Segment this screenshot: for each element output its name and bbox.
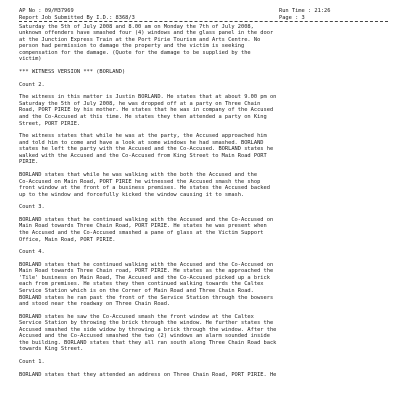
paragraph-line: Street, PORT PIRIE. xyxy=(19,120,81,127)
paragraph-line: victim) xyxy=(19,56,42,63)
paragraph-line: The witness in this matter is Justin BORLAND. He states that at about 9.00 pm on xyxy=(19,94,277,101)
paragraph-line: BORLAND states he ran past the front of the Service Station through the bowsers xyxy=(19,294,274,301)
paragraph-line: the building. BORLAND states that they all ran south along Three Chain Road back xyxy=(19,339,277,346)
statement-paragraph xyxy=(19,133,388,166)
paragraph-line: Main Road towards Three Chain Road, PORT PIRIE. He states he was present when xyxy=(19,223,267,230)
paragraph-line: Service Station which is on the Corner of Main Road and Three Chain Road. xyxy=(19,288,254,295)
ap-number: AP No : 09/M37969 xyxy=(19,8,74,14)
report-job-submitter: Report Job Submitted By I.D.: 8368/3 xyxy=(19,14,135,21)
statement-paragraph xyxy=(19,372,388,379)
paragraph-line: and stood near the roadway on Three Chain Road. xyxy=(19,301,171,308)
paragraph-line: BORLAND states he saw the Co-Accused smash the front window at the Caltex xyxy=(19,313,254,320)
count-heading: Count 3. xyxy=(19,204,45,211)
paragraph-line: Saturday the 5th of July 2008, he was dropped off at a party on Three Chain xyxy=(19,100,261,107)
count-heading: Count 1. xyxy=(19,359,45,366)
statement-paragraph xyxy=(19,94,388,127)
paragraph-line: PIRIE. xyxy=(19,159,39,166)
witness-statement xyxy=(19,82,388,379)
document-page xyxy=(19,8,388,384)
statement-paragraph xyxy=(19,217,388,243)
paragraph-line: Road, PORT PIRIE by his mother. He states that he was in company of the Accused xyxy=(19,107,274,114)
intro-paragraph xyxy=(19,24,388,63)
paragraph-line: front window at the front of a business premises. He states the Accused backed xyxy=(19,185,270,192)
statement-paragraph xyxy=(19,172,388,198)
paragraph-line: The witness states that while he was at the party, the Accused approached him xyxy=(19,133,267,140)
paragraph-line: the Accused and the Co-Accused smashed a pane of glass at the Victim Support xyxy=(19,230,264,236)
count-heading: Count 2. xyxy=(19,81,45,88)
paragraph-line: walked with the Accused and the Co-Accused from King Street to Main Road PORT xyxy=(19,152,267,159)
header-row-2 xyxy=(19,15,388,22)
paragraph-line: each from premises. He states they then continued walking towards the Caltex xyxy=(19,281,264,288)
paragraph-line: up to the window and forcefully kicked the window causing it to smash. xyxy=(19,191,245,198)
paragraph-line: BORLAND states that he continued walking with the Accused and the Co-Accused on xyxy=(19,261,274,268)
statement-paragraph xyxy=(19,314,388,353)
paragraph-line: Saturday the 5th of July 2008 and 8.00 am on Monday the 7th of July 2008, xyxy=(19,23,254,30)
paragraph-line: unknown offenders have smashed four (4) windows and the glass panel in the door xyxy=(19,30,274,37)
paragraph-line: BORLAND states that he continued walking with the Accused and the Co-Accused on xyxy=(19,216,274,223)
paragraph-line: compensation for the damage. (Quote for the damage to be supplied by the xyxy=(19,49,251,56)
paragraph-line: 'Tile' business on Main Road, The Accused and the Co-Accused picked up a brick xyxy=(19,274,270,281)
paragraph-line: Main Road towards Three Chain road, PORT PIRIE. He states as the approached the xyxy=(19,268,274,275)
paragraph-line: states he left the party with the Accused and the Co-Accused. BORLAND states he xyxy=(19,146,274,153)
paragraph-line: Accused and the Co-Accused smashed the two (2) windows an alarm sounded inside xyxy=(19,333,270,340)
paragraph-line: and the Co-Accused at this time. He states they then attended a party on King xyxy=(19,113,267,120)
header-divider xyxy=(19,21,388,22)
page-number: Page : 3 xyxy=(279,14,305,21)
paragraph-line: Co-Accused on Main Road, PORT PIRIE he witnessed the Accused smash the shop xyxy=(19,178,261,185)
witness-version-heading: *** WITNESS VERSION *** (BORLAND) xyxy=(19,69,126,76)
paragraph-line: Service Station by throwing the brick through the window. He further states the xyxy=(19,320,274,327)
paragraph-line: person had permission to damage the property and the victim is seeking xyxy=(19,43,245,50)
paragraph-line: BORLAND states that while he was walking with the both the Accused and the xyxy=(19,171,258,178)
count-heading: Count 4. xyxy=(19,249,45,256)
statement-paragraph xyxy=(19,262,388,308)
run-time: Run Time : 21:26 xyxy=(279,8,331,14)
paragraph-line: BORLAND states that they attended an address on Three Chain Road, PORT PIRIE. He xyxy=(19,371,277,378)
paragraph-line: Accused smashed the side widow by throwing a brick through the window. After the xyxy=(19,326,277,333)
paragraph-line: at the Junction Express Train at the Port Pirie Tourism and Arts Centre. No xyxy=(19,36,261,43)
paragraph-line: Office, Main Road, PORT PIRIE. xyxy=(19,236,116,243)
paragraph-line: and told him to come and have a look at some windows he had smashed. BORLAND xyxy=(19,139,264,146)
paragraph-line: towards King Street. xyxy=(19,346,84,353)
